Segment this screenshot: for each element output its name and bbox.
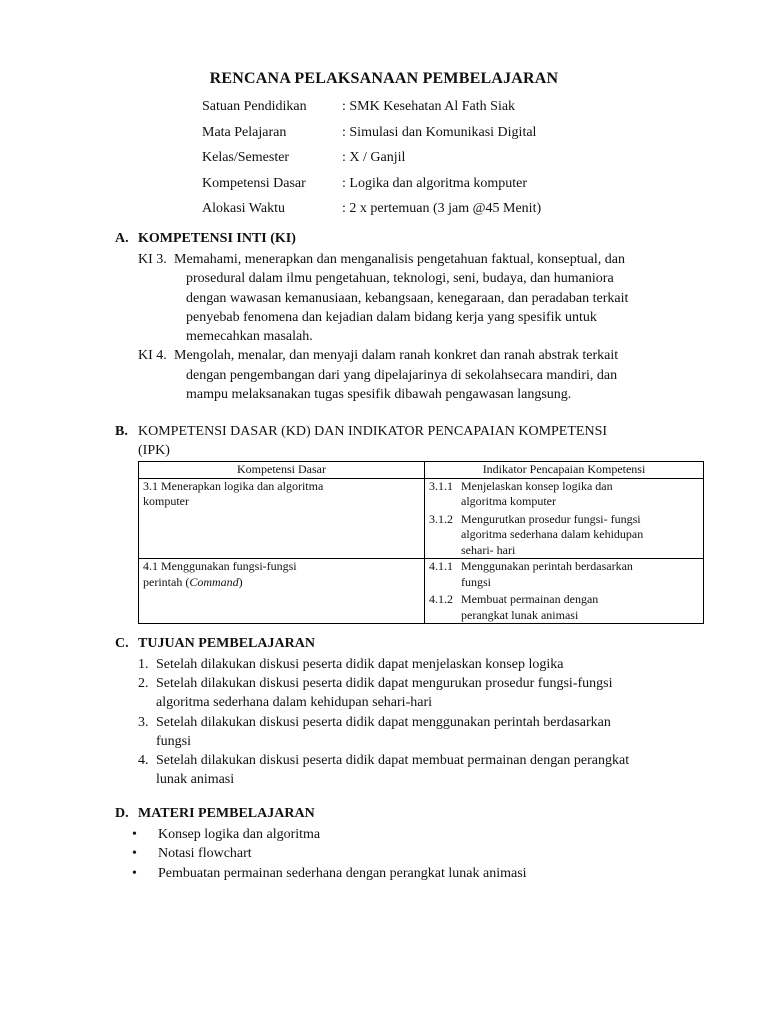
indicator-line: algoritma komputer [461,494,556,508]
list-line: algoritma sederhana dalam kehidupan sehari-hari [156,695,432,711]
list-line: lunak animasi [156,772,235,788]
kd-line: perintah ( [143,574,190,589]
bullet-icon: • [132,865,137,881]
list-line: Setelah dilakukan diskusi peserta didik dapat menggunakan perintah berdasarkan [156,714,611,730]
indicator-line: sehari- hari [461,542,516,557]
list-number: 3. [138,714,149,730]
table-header-row [139,462,704,479]
indicator-item [429,559,699,590]
ki-line: mampu melaksanakan tugas spesifik dibawah pengawasan langsung. [186,387,572,403]
list-item [138,655,698,674]
indicator-cell [425,559,704,624]
ki-line: Memahami, menerapkan dan menganalisis pengetahuan faktual, konseptual, dan [174,252,625,267]
indicator-line: Mengurutkan prosedur fungsi- fungsi [461,511,641,526]
indicator-number: 4.1.1 [429,559,453,573]
ki-line: Mengolah, menalar, dan menyaji dalam ranah konkret dan ranah abstrak terkait [174,348,619,364]
section-d-heading [115,806,315,822]
section-letter: A. [115,231,129,246]
meta-key: Kelas/Semester [202,150,290,165]
ki-label: KI 4. [138,348,167,364]
list-item [138,751,698,789]
meta-row [202,174,541,200]
bullet-icon: • [132,827,137,842]
ki-line: prosedural dalam ilmu pengetahuan, teknologi, seni, budaya, dan humaniora [186,271,614,287]
section-letter: D. [115,806,129,821]
column-header: Indikator Pencapaian Kompetensi [425,462,704,479]
indicator-number: 3.1.1 [429,478,453,493]
indicator-line: perangkat lunak animasi [461,607,579,622]
list-line: Setelah dilakukan diskusi peserta didik dapat menjelaskan konsep logika [156,657,564,672]
meta-key: Satuan Pendidikan [202,99,307,114]
kd-cell [139,559,425,624]
materi-list [132,825,527,883]
kd-cell [139,478,425,559]
list-number: 4. [138,753,149,769]
meta-key: Mata Pelajaran [202,124,287,140]
ki-line: penyebab fenomena dan kejadian dalam bidang kerja yang spesifik untuk [186,309,597,325]
section-c-heading [115,636,315,652]
list-item [132,825,527,844]
meta-row [202,148,541,174]
section-title: KOMPETENSI INTI (KI) [138,231,296,246]
list-item [132,844,527,863]
list-item [138,674,698,712]
meta-block [202,97,541,225]
list-text: Pembuatan permainan sederhana dengan perangkat lunak animasi [158,865,527,881]
meta-value: : Simulasi dan Komunikasi Digital [342,124,537,140]
indicator-line: fungsi [461,574,491,589]
meta-key: Kompetensi Dasar [202,175,306,191]
section-b-heading [115,424,607,440]
kd-line-end: ) [238,574,243,589]
meta-value: : SMK Kesehatan Al Fath Siak [342,99,516,114]
ki-label: KI 3. [138,252,167,267]
meta-row [202,97,541,123]
indicator-line: Membuat permainan dengan [461,592,599,606]
list-line: Setelah dilakukan diskusi peserta didik dapat membuat permainan dengan perangkat [156,753,630,769]
list-line: fungsi [156,733,191,749]
indicator-item [429,512,699,559]
kd-line: 3.1 Menerapkan logika dan algoritma [143,478,324,493]
ki-line: dengan pengembangan dari yang dipelajarinya di sekolahsecara mandiri, dan [186,367,618,383]
kd-table [138,461,704,624]
meta-value: : Logika dan algoritma komputer [342,175,528,191]
list-line: Setelah dilakukan diskusi peserta didik dapat mengurukan prosedur fungsi-fungsi [156,676,613,692]
indicator-item [429,592,699,623]
indicator-number: 3.1.2 [429,511,453,526]
meta-row [202,199,541,225]
section-a-heading [115,231,296,247]
indicator-line: Menggunakan perintah berdasarkan [461,559,633,573]
section-title: MATERI PEMBELAJARAN [138,806,315,821]
section-title-continued: (IPK) [138,443,170,458]
table-row [139,559,704,624]
indicator-item [429,479,699,510]
kd-line: komputer [143,494,189,508]
ki-item [138,250,698,346]
section-letter: B. [115,424,128,439]
section-letter: C. [115,636,129,651]
kd-line: 4.1 Menggunakan fungsi-fungsi [143,559,297,573]
ki-line: dengan wawasan kemanusiaan, kebangsaan, kenegaraan, dan peradaban terkait [186,290,629,306]
indicator-line: algoritma sederhana dalam kehidupan [461,527,644,541]
meta-value: : 2 x pertemuan (3 jam @45 Menit) [342,201,542,216]
indicator-number: 4.1.2 [429,592,453,606]
list-number: 1. [138,657,149,672]
meta-key: Alokasi Waktu [202,201,285,216]
list-number: 2. [138,676,149,692]
column-header: Kompetensi Dasar [139,462,425,479]
meta-value: : X / Ganjil [342,150,406,165]
section-title: KOMPETENSI DASAR (KD) DAN INDIKATOR PENCAPAIAN KOMPETENSI [138,424,608,439]
list-text: Konsep logika dan algoritma [158,827,321,842]
indicator-line: Menjelaskan konsep logika dan [461,478,613,493]
kd-italic-term: Command [189,574,239,589]
list-item [138,713,698,751]
ki-list [138,250,698,404]
section-title: TUJUAN PEMBELAJARAN [138,636,315,651]
tujuan-list [138,655,698,789]
bullet-icon: • [132,846,137,862]
list-text: Notasi flowchart [158,846,252,862]
table-row [139,478,704,559]
meta-row [202,123,541,149]
document-title: RENCANA PELAKSANAAN PEMBELAJARAN [209,70,559,87]
kd-line-wrap [143,575,420,591]
list-item [132,864,527,883]
ki-item [138,346,698,404]
indicator-cell [425,478,704,559]
ki-line: memecahkan masalah. [186,329,313,345]
